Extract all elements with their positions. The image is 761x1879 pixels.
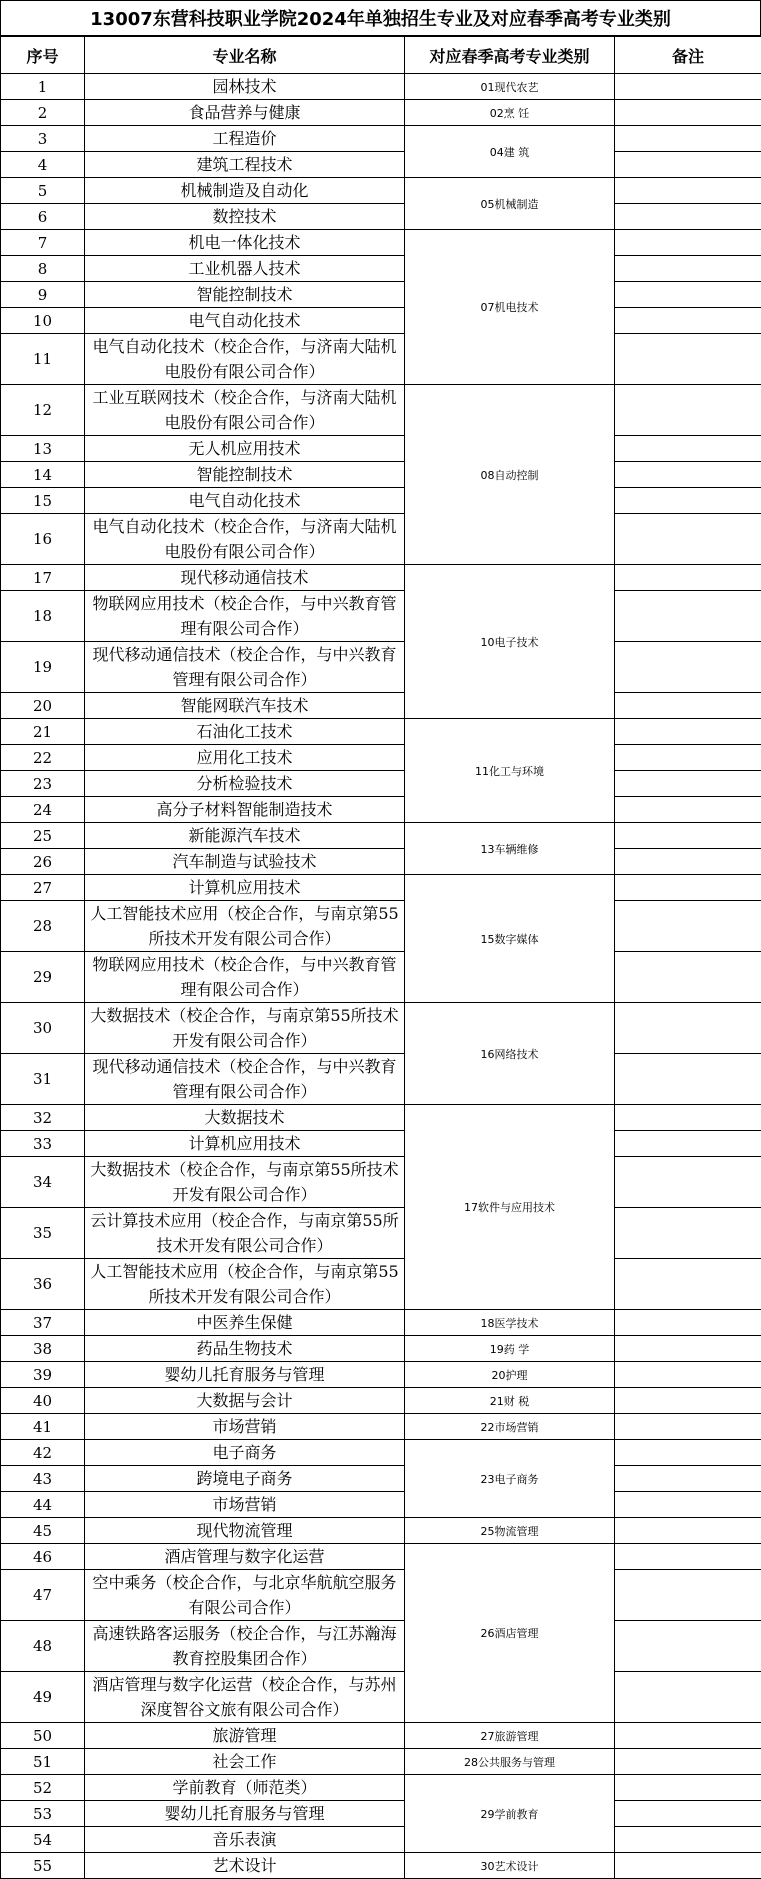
row-note <box>615 488 761 514</box>
row-major-name: 机电一体化技术 <box>85 230 405 256</box>
row-seq: 50 <box>1 1723 85 1749</box>
row-major-name: 电气自动化技术 <box>85 308 405 334</box>
row-exam-category: 15数字媒体 <box>405 875 615 1003</box>
row-exam-category: 13车辆维修 <box>405 823 615 875</box>
row-major-name: 现代移动通信技术（校企合作，与中兴教育管理有限公司合作） <box>85 1054 405 1105</box>
table-row <box>1 1336 761 1362</box>
row-major-name: 云计算技术应用（校企合作，与南京第55所技术开发有限公司合作） <box>85 1208 405 1259</box>
header-category: 对应春季高考专业类别 <box>405 37 615 74</box>
row-seq: 27 <box>1 875 85 901</box>
table-row <box>1 1672 761 1723</box>
row-major-name: 工业机器人技术 <box>85 256 405 282</box>
table-row <box>1 256 761 282</box>
row-seq: 31 <box>1 1054 85 1105</box>
row-seq: 5 <box>1 178 85 204</box>
table-row <box>1 1440 761 1466</box>
row-seq: 42 <box>1 1440 85 1466</box>
row-seq: 52 <box>1 1775 85 1801</box>
row-note <box>615 952 761 1003</box>
row-exam-category: 26酒店管理 <box>405 1544 615 1723</box>
row-exam-category: 21财 税 <box>405 1388 615 1414</box>
row-seq: 46 <box>1 1544 85 1570</box>
row-major-name: 食品营养与健康 <box>85 100 405 126</box>
row-major-name: 中医养生保健 <box>85 1310 405 1336</box>
table-row <box>1 1131 761 1157</box>
row-note <box>615 1336 761 1362</box>
row-exam-category: 25物流管理 <box>405 1518 615 1544</box>
row-seq: 3 <box>1 126 85 152</box>
row-major-name: 应用化工技术 <box>85 745 405 771</box>
row-seq: 32 <box>1 1105 85 1131</box>
row-exam-category: 28公共服务与管理 <box>405 1749 615 1775</box>
row-exam-category: 05机械制造 <box>405 178 615 230</box>
table-row <box>1 565 761 591</box>
row-seq: 22 <box>1 745 85 771</box>
row-note <box>615 308 761 334</box>
row-note <box>615 1466 761 1492</box>
table-row <box>1 745 761 771</box>
row-major-name: 药品生物技术 <box>85 1336 405 1362</box>
row-major-name: 酒店管理与数字化运营（校企合作，与苏州深度智谷文旅有限公司合作） <box>85 1672 405 1723</box>
row-exam-category: 11化工与环境 <box>405 719 615 823</box>
row-exam-category: 04建 筑 <box>405 126 615 178</box>
row-major-name: 电气自动化技术 <box>85 488 405 514</box>
table-row <box>1 308 761 334</box>
row-major-name: 汽车制造与试验技术 <box>85 849 405 875</box>
row-note <box>615 1362 761 1388</box>
table-row <box>1 1003 761 1054</box>
table-row <box>1 1544 761 1570</box>
row-major-name: 市场营销 <box>85 1492 405 1518</box>
table-row <box>1 1853 761 1879</box>
row-seq: 37 <box>1 1310 85 1336</box>
table-row <box>1 282 761 308</box>
row-note <box>615 849 761 875</box>
row-seq: 24 <box>1 797 85 823</box>
row-seq: 14 <box>1 462 85 488</box>
table-row <box>1 1621 761 1672</box>
row-note <box>615 642 761 693</box>
row-seq: 25 <box>1 823 85 849</box>
table-row <box>1 1259 761 1310</box>
table-row <box>1 952 761 1003</box>
row-exam-category: 20护理 <box>405 1362 615 1388</box>
row-seq: 35 <box>1 1208 85 1259</box>
table-row <box>1 462 761 488</box>
table-row <box>1 823 761 849</box>
row-major-name: 音乐表演 <box>85 1827 405 1853</box>
row-major-name: 大数据技术（校企合作，与南京第55所技术开发有限公司合作） <box>85 1003 405 1054</box>
row-major-name: 现代移动通信技术 <box>85 565 405 591</box>
table-row <box>1 334 761 385</box>
row-major-name: 机械制造及自动化 <box>85 178 405 204</box>
row-note <box>615 514 761 565</box>
table-row <box>1 126 761 152</box>
row-note <box>615 100 761 126</box>
table-row <box>1 693 761 719</box>
table-row <box>1 901 761 952</box>
row-major-name: 电子商务 <box>85 1440 405 1466</box>
row-major-name: 大数据技术（校企合作，与南京第55所技术开发有限公司合作） <box>85 1157 405 1208</box>
row-note <box>615 1801 761 1827</box>
row-note <box>615 1544 761 1570</box>
row-major-name: 智能控制技术 <box>85 462 405 488</box>
header-seq: 序号 <box>1 37 85 74</box>
row-major-name: 工程造价 <box>85 126 405 152</box>
row-note <box>615 152 761 178</box>
row-major-name: 计算机应用技术 <box>85 875 405 901</box>
row-major-name: 建筑工程技术 <box>85 152 405 178</box>
row-note <box>615 1003 761 1054</box>
row-note <box>615 1105 761 1131</box>
row-note <box>615 1208 761 1259</box>
row-note <box>615 565 761 591</box>
row-note <box>615 1388 761 1414</box>
row-seq: 8 <box>1 256 85 282</box>
row-seq: 44 <box>1 1492 85 1518</box>
row-seq: 1 <box>1 74 85 100</box>
row-exam-category: 22市场营销 <box>405 1414 615 1440</box>
majors-table <box>0 36 761 1879</box>
row-major-name: 新能源汽车技术 <box>85 823 405 849</box>
row-major-name: 现代移动通信技术（校企合作，与中兴教育管理有限公司合作） <box>85 642 405 693</box>
table-row <box>1 1518 761 1544</box>
table-row <box>1 488 761 514</box>
table-row <box>1 100 761 126</box>
row-note <box>615 230 761 256</box>
table-header-row <box>1 37 761 74</box>
row-note <box>615 693 761 719</box>
row-seq: 29 <box>1 952 85 1003</box>
row-note <box>615 901 761 952</box>
row-note <box>615 1621 761 1672</box>
row-major-name: 学前教育（师范类） <box>85 1775 405 1801</box>
row-note <box>615 719 761 745</box>
table-row <box>1 771 761 797</box>
row-seq: 4 <box>1 152 85 178</box>
row-seq: 11 <box>1 334 85 385</box>
table-row <box>1 204 761 230</box>
row-seq: 39 <box>1 1362 85 1388</box>
row-major-name: 无人机应用技术 <box>85 436 405 462</box>
row-major-name: 物联网应用技术（校企合作，与中兴教育管理有限公司合作） <box>85 591 405 642</box>
row-seq: 30 <box>1 1003 85 1054</box>
row-major-name: 高分子材料智能制造技术 <box>85 797 405 823</box>
row-seq: 28 <box>1 901 85 952</box>
row-note <box>615 1672 761 1723</box>
row-note <box>615 771 761 797</box>
row-seq: 16 <box>1 514 85 565</box>
row-seq: 19 <box>1 642 85 693</box>
row-note <box>615 1827 761 1853</box>
row-major-name: 石油化工技术 <box>85 719 405 745</box>
row-note <box>615 1414 761 1440</box>
row-note <box>615 1492 761 1518</box>
row-seq: 48 <box>1 1621 85 1672</box>
row-note <box>615 745 761 771</box>
row-major-name: 分析检验技术 <box>85 771 405 797</box>
row-note <box>615 126 761 152</box>
row-seq: 55 <box>1 1853 85 1879</box>
row-major-name: 计算机应用技术 <box>85 1131 405 1157</box>
row-seq: 36 <box>1 1259 85 1310</box>
row-note <box>615 256 761 282</box>
table-row <box>1 875 761 901</box>
row-note <box>615 875 761 901</box>
row-note <box>615 334 761 385</box>
table-row <box>1 1054 761 1105</box>
row-seq: 21 <box>1 719 85 745</box>
table-row <box>1 514 761 565</box>
row-major-name: 工业互联网技术（校企合作，与济南大陆机电股份有限公司合作） <box>85 385 405 436</box>
table-row <box>1 1827 761 1853</box>
table-row <box>1 797 761 823</box>
row-seq: 7 <box>1 230 85 256</box>
row-seq: 51 <box>1 1749 85 1775</box>
row-exam-category: 27旅游管理 <box>405 1723 615 1749</box>
row-seq: 6 <box>1 204 85 230</box>
table-row <box>1 1414 761 1440</box>
row-major-name: 大数据与会计 <box>85 1388 405 1414</box>
row-major-name: 跨境电子商务 <box>85 1466 405 1492</box>
row-major-name: 艺术设计 <box>85 1853 405 1879</box>
row-note <box>615 1157 761 1208</box>
row-major-name: 智能控制技术 <box>85 282 405 308</box>
row-note <box>615 74 761 100</box>
table-row <box>1 1208 761 1259</box>
row-note <box>615 1440 761 1466</box>
row-exam-category: 10电子技术 <box>405 565 615 719</box>
table-row <box>1 1362 761 1388</box>
row-note <box>615 204 761 230</box>
header-name: 专业名称 <box>85 37 405 74</box>
row-major-name: 人工智能技术应用（校企合作，与南京第55所技术开发有限公司合作） <box>85 901 405 952</box>
row-exam-category: 30艺术设计 <box>405 1853 615 1879</box>
row-exam-category: 17软件与应用技术 <box>405 1105 615 1310</box>
row-seq: 34 <box>1 1157 85 1208</box>
row-seq: 43 <box>1 1466 85 1492</box>
table-row <box>1 1775 761 1801</box>
row-seq: 38 <box>1 1336 85 1362</box>
row-exam-category: 16网络技术 <box>405 1003 615 1105</box>
table-body <box>1 74 761 1879</box>
row-note <box>615 282 761 308</box>
row-note <box>615 1570 761 1621</box>
row-seq: 47 <box>1 1570 85 1621</box>
row-seq: 12 <box>1 385 85 436</box>
row-major-name: 园林技术 <box>85 74 405 100</box>
table-row <box>1 152 761 178</box>
row-note <box>615 797 761 823</box>
table-row <box>1 1801 761 1827</box>
row-seq: 20 <box>1 693 85 719</box>
sheet-title: 13007东营科技职业学院2024年单独招生专业及对应春季高考专业类别 <box>0 0 761 36</box>
row-note <box>615 385 761 436</box>
row-seq: 54 <box>1 1827 85 1853</box>
table-row <box>1 1570 761 1621</box>
row-major-name: 婴幼儿托育服务与管理 <box>85 1801 405 1827</box>
row-major-name: 社会工作 <box>85 1749 405 1775</box>
table-row <box>1 1388 761 1414</box>
row-major-name: 市场营销 <box>85 1414 405 1440</box>
row-note <box>615 436 761 462</box>
row-major-name: 空中乘务（校企合作，与北京华航航空服务有限公司合作） <box>85 1570 405 1621</box>
row-major-name: 人工智能技术应用（校企合作，与南京第55所技术开发有限公司合作） <box>85 1259 405 1310</box>
row-note <box>615 1131 761 1157</box>
row-note <box>615 1749 761 1775</box>
row-seq: 18 <box>1 591 85 642</box>
table-row <box>1 1723 761 1749</box>
table-row <box>1 719 761 745</box>
row-major-name: 电气自动化技术（校企合作，与济南大陆机电股份有限公司合作） <box>85 334 405 385</box>
row-major-name: 大数据技术 <box>85 1105 405 1131</box>
row-seq: 40 <box>1 1388 85 1414</box>
row-seq: 2 <box>1 100 85 126</box>
row-seq: 13 <box>1 436 85 462</box>
table-row <box>1 1105 761 1131</box>
row-major-name: 旅游管理 <box>85 1723 405 1749</box>
row-exam-category: 08自动控制 <box>405 385 615 565</box>
row-major-name: 现代物流管理 <box>85 1518 405 1544</box>
row-note <box>615 823 761 849</box>
table-row <box>1 1310 761 1336</box>
row-seq: 53 <box>1 1801 85 1827</box>
row-major-name: 婴幼儿托育服务与管理 <box>85 1362 405 1388</box>
table-row <box>1 1492 761 1518</box>
row-major-name: 酒店管理与数字化运营 <box>85 1544 405 1570</box>
table-row <box>1 849 761 875</box>
row-exam-category: 01现代农艺 <box>405 74 615 100</box>
row-seq: 23 <box>1 771 85 797</box>
row-major-name: 智能网联汽车技术 <box>85 693 405 719</box>
row-major-name: 高速铁路客运服务（校企合作，与江苏瀚海教育控股集团合作） <box>85 1621 405 1672</box>
row-seq: 15 <box>1 488 85 514</box>
row-note <box>615 1054 761 1105</box>
row-note <box>615 462 761 488</box>
row-seq: 41 <box>1 1414 85 1440</box>
row-exam-category: 29学前教育 <box>405 1775 615 1853</box>
row-exam-category: 02烹 饪 <box>405 100 615 126</box>
row-seq: 45 <box>1 1518 85 1544</box>
table-row <box>1 178 761 204</box>
table-row <box>1 1466 761 1492</box>
row-major-name: 物联网应用技术（校企合作，与中兴教育管理有限公司合作） <box>85 952 405 1003</box>
row-note <box>615 178 761 204</box>
row-major-name: 电气自动化技术（校企合作，与济南大陆机电股份有限公司合作） <box>85 514 405 565</box>
row-exam-category: 18医学技术 <box>405 1310 615 1336</box>
table-row <box>1 230 761 256</box>
row-seq: 17 <box>1 565 85 591</box>
row-seq: 10 <box>1 308 85 334</box>
row-note <box>615 591 761 642</box>
row-exam-category: 19药 学 <box>405 1336 615 1362</box>
row-major-name: 数控技术 <box>85 204 405 230</box>
row-exam-category: 23电子商务 <box>405 1440 615 1518</box>
row-seq: 9 <box>1 282 85 308</box>
row-note <box>615 1518 761 1544</box>
table-row <box>1 1749 761 1775</box>
table-row <box>1 74 761 100</box>
row-seq: 49 <box>1 1672 85 1723</box>
table-row <box>1 591 761 642</box>
table-row <box>1 436 761 462</box>
row-note <box>615 1723 761 1749</box>
row-note <box>615 1259 761 1310</box>
row-exam-category: 07机电技术 <box>405 230 615 385</box>
row-note <box>615 1310 761 1336</box>
row-seq: 26 <box>1 849 85 875</box>
table-row <box>1 1157 761 1208</box>
row-note <box>615 1853 761 1879</box>
table-row <box>1 642 761 693</box>
row-note <box>615 1775 761 1801</box>
header-note: 备注 <box>615 37 761 74</box>
table-row <box>1 385 761 436</box>
row-seq: 33 <box>1 1131 85 1157</box>
